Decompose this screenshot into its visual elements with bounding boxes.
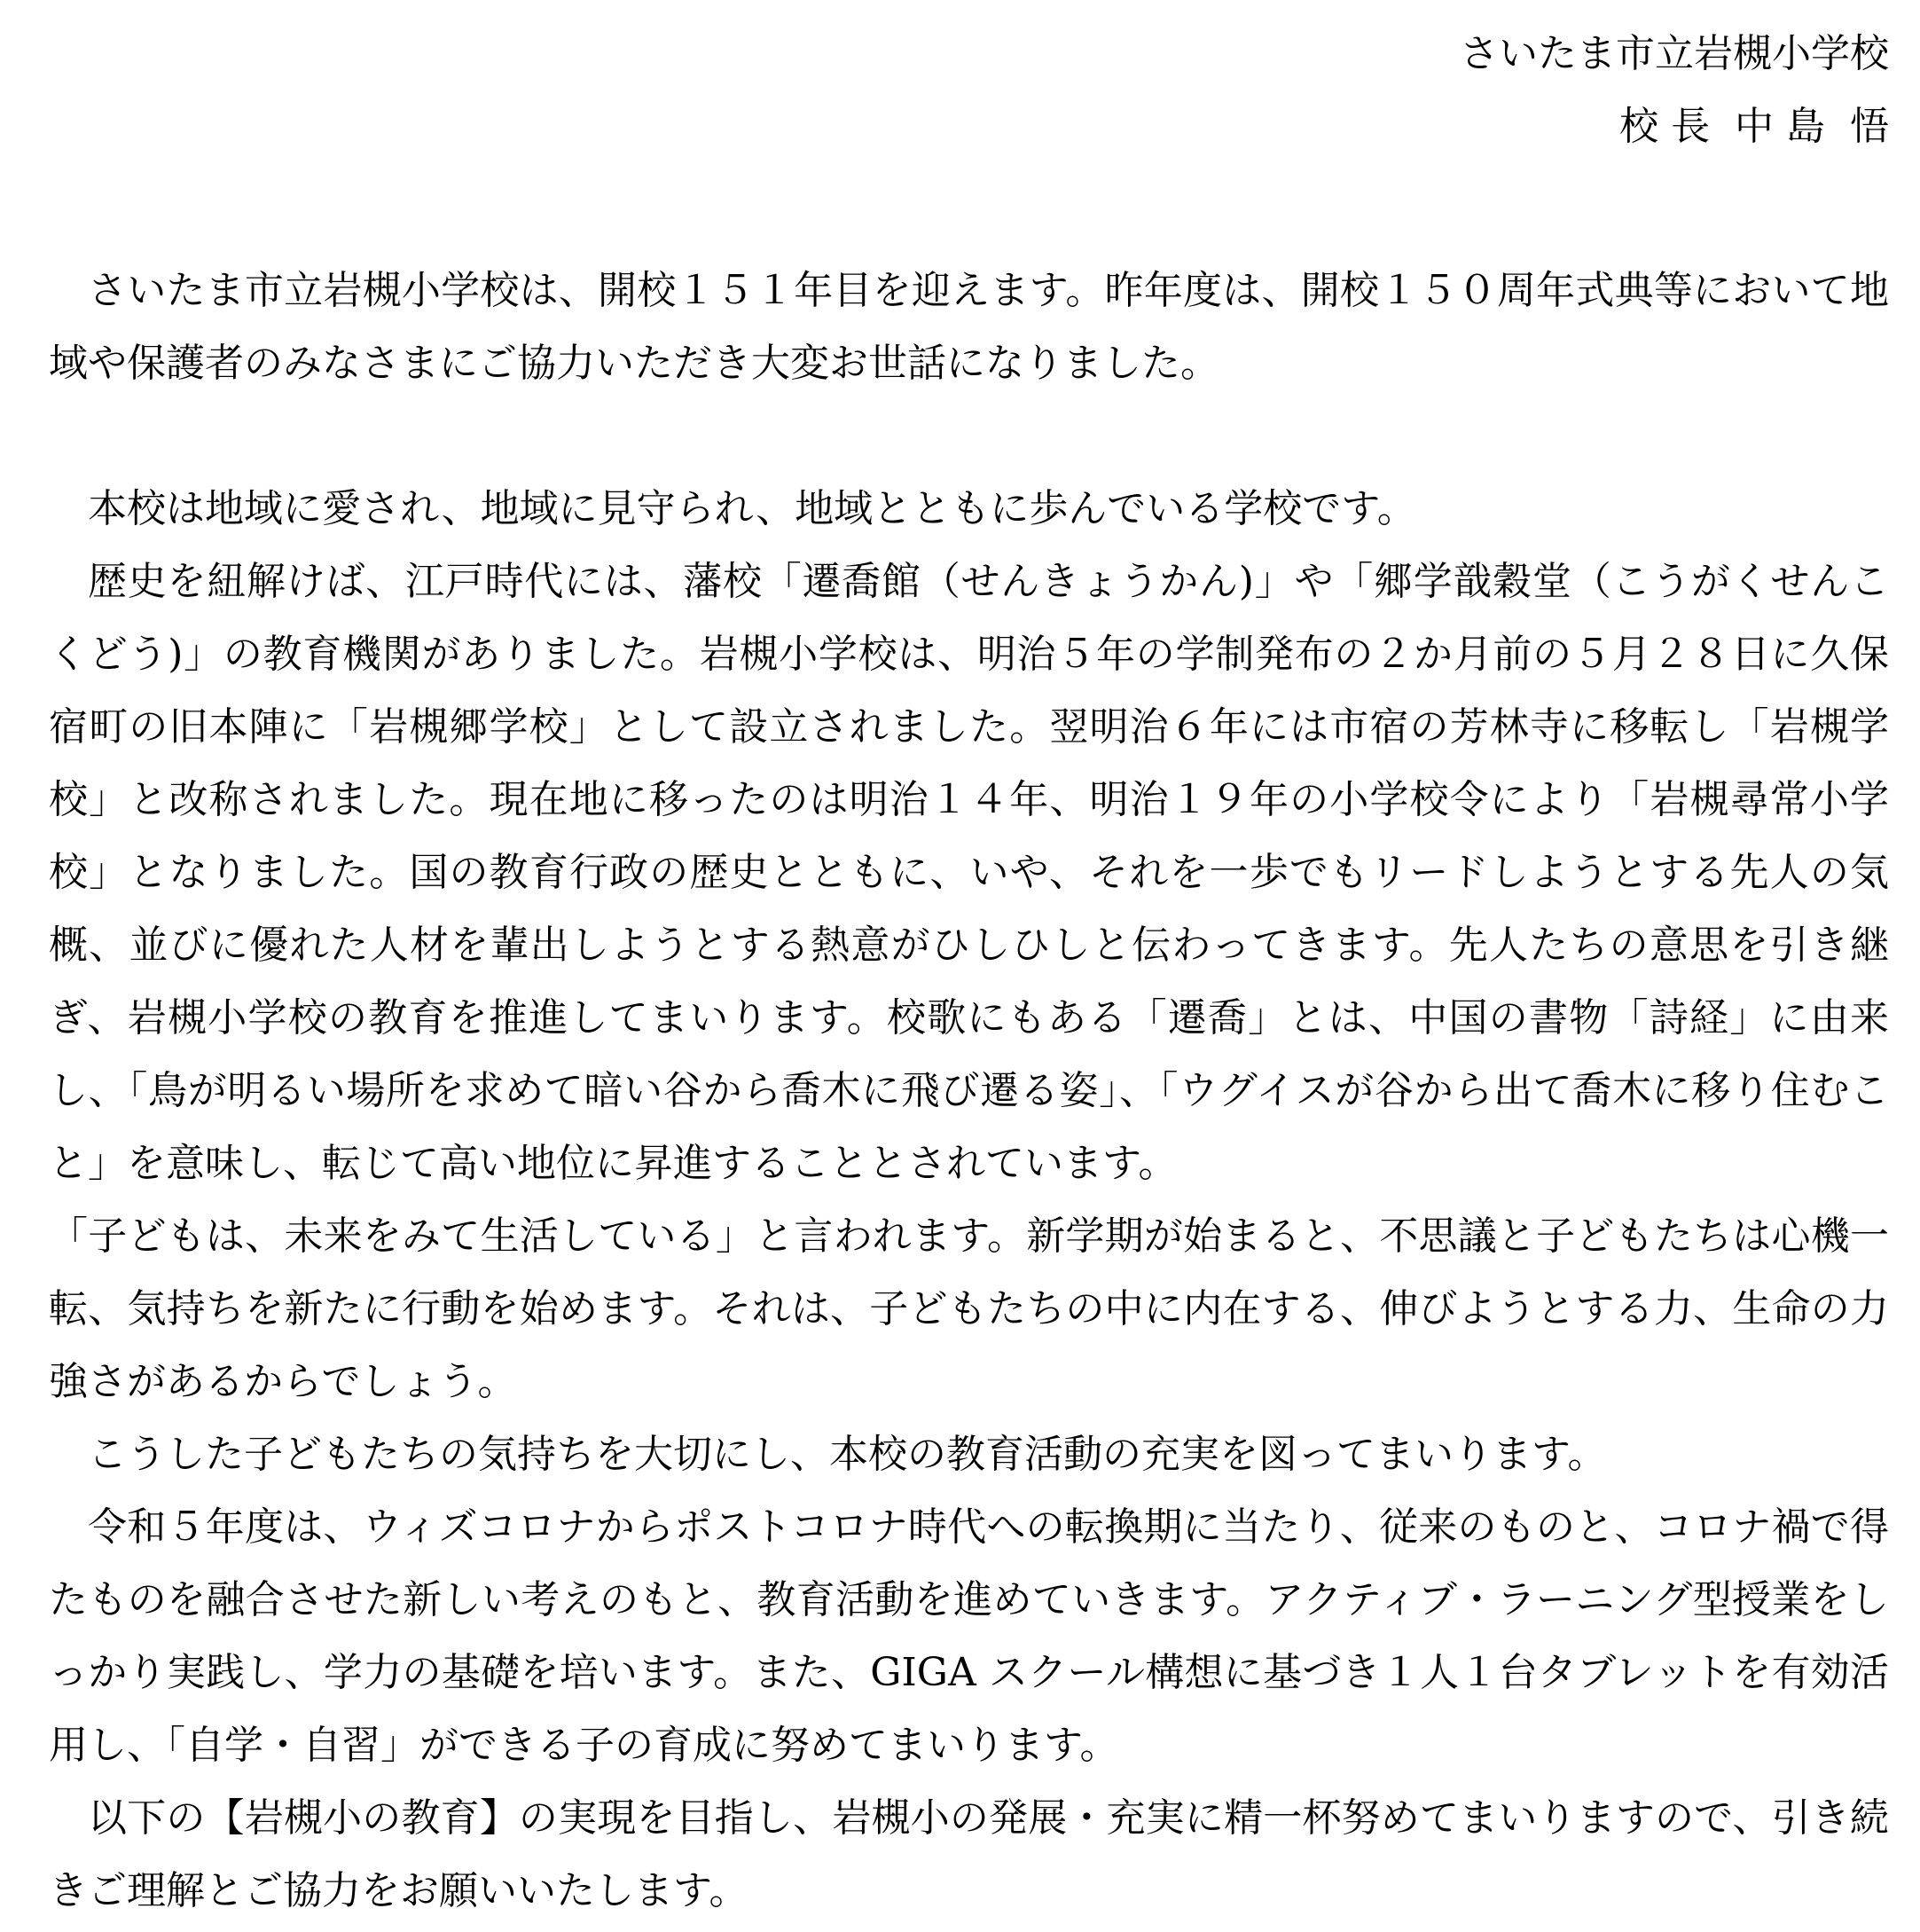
paragraph-opening: さいたま市立岩槻小学校は、開校１５１年目を迎えます。昨年度は、開校１５０周年式典等において地域や保護者のみなさまにご協力いただき大変お世話になりました。 [49,268,1889,386]
paragraph-education-commitment: こうした子どもたちの気持ちを大切にし、本校の教育活動の充実を図ってまいります。 [88,1432,1607,1477]
document-page [49,18,1889,1928]
paragraph-reiwa5-plan: 令和５年度は、ウィズコロナからポストコロナ時代への転換期に当たり、従来のものと、コロナ禍で得たものを融合させた新しい考えのもと、教育活動を進めていきます。アクティブ・ラーニング型授業をしっかり実践し、学力の基礎を培います。また、GIGA スクール構想に基づき１人１台タブレットを有効活用し、「自学・自習」ができる子の育成に努めてまいります。 [49,1504,1889,1768]
letter-header [49,18,1889,163]
paragraph-closing: 以下の【岩槻小の教育】の実現を目指し、岩槻小の発展・充実に精一杯努めてまいりますので、引き続きご理解とご協力をお願いいたします。 [49,1795,1889,1913]
letter-body [49,255,1889,1928]
principal-signature: 校 長 中 島 悟 [1619,104,1889,149]
school-name: さいたま市立岩槻小学校 [1460,31,1889,76]
paragraph-history: 歴史を紐解けば、江戸時代には、藩校「遷喬館（せんきょうかん)」や「郷学戠穀堂（こうがくせんこくどう)」の教育機関がありました。岩槻小学校は、明治５年の学制発布の２か月前の５月２８日に久保宿町の旧本陣に「岩槻郷学校」として設立されました。翌明治６年には市宿の芳林寺に移転し「岩槻学校」と改称されました。現在地に移ったのは明治１４年、明治１９年の小学校令により「岩槻尋常小学校」となりました。国の教育行政の歴史とともに、いや、それを一歩でもリードしようとする先人の気概、並びに優れた人材を輩出しようとする熱意がひしひしと伝わってきます。先人たちの意思を引き継ぎ、岩槻小学校の教育を推進してまいります。校歌にもある「遷喬」とは、中国の書物「詩経」に由来し、「鳥が明るい場所を求めて暗い谷から喬木に飛び遷る姿」、「ウグイスが谷から出て喬木に移り住むこと」を意味し、転じて高い地位に昇進することとされています。 [49,559,1889,1186]
paragraph-school-intro: 本校は地域に愛され、地域に見守られ、地域とともに歩んでいる学校です。 [88,486,1416,531]
paragraph-children-future: 「子どもは、未来をみて生活している」と言われます。新学期が始まると、不思議と子どもたちは心機一転、気持ちを新たに行動を始めます。それは、子どもたちの中に内在する、伸びようとする力、生命の力強さがあるからでしょう。 [49,1213,1889,1404]
